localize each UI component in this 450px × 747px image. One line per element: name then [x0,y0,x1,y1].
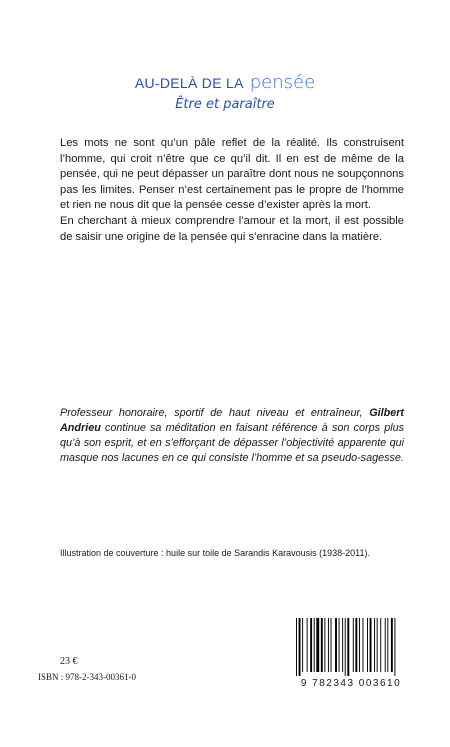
illustration-credit: Illustration de couverture : huile sur toile de Sarandis Karavousis (1938-2011). [60,548,371,558]
barcode-digits: 9 782343 003610 [300,678,402,689]
barcode-bars [292,618,410,676]
isbn: ISBN : 978-2-343-00361-0 [38,672,136,682]
title-main: AU-DELÀ DE LA [134,75,244,91]
author-name: Gilbert Andrieu [60,407,404,434]
title-accent: pensée [249,72,316,93]
summary-paragraph-1: Les mots ne sont qu’un pâle reflet de la réalité. Ils construisent l’homme, qui croit n’être que ce qu’il dit. Il en est de même de la pensée, qui ne peut dépasser un paraître dont nous ne soupçonnons pas les limites. Penser n’est certainement pas le propre de l’homme et rien ne nous dit que la pensée cesse d’exister après la mort. [60,137,404,211]
barcode [292,618,410,692]
author-bio-intro: Professeur honoraire, sportif de haut niveau et entraîneur, [60,407,370,419]
title-block [0,72,450,112]
author-bio-rest: continue sa méditation en faisant référence à son corps plus qu’à son esprit, et en s’efforçant de dépasser l’objectivité apparente qui masque nos lacunes en ce qui consiste l’homme et sa pseudo-sagesse. [60,422,404,464]
author-bio [60,406,404,466]
subtitle: Être et paraître [175,97,275,112]
book-title [135,72,315,93]
summary-paragraph-2: En cherchant à mieux comprendre l’amour et la mort, il est possible de saisir une origine de la pensée qui s’enracine dans la matière. [60,215,404,243]
price: 23 € [60,656,78,667]
